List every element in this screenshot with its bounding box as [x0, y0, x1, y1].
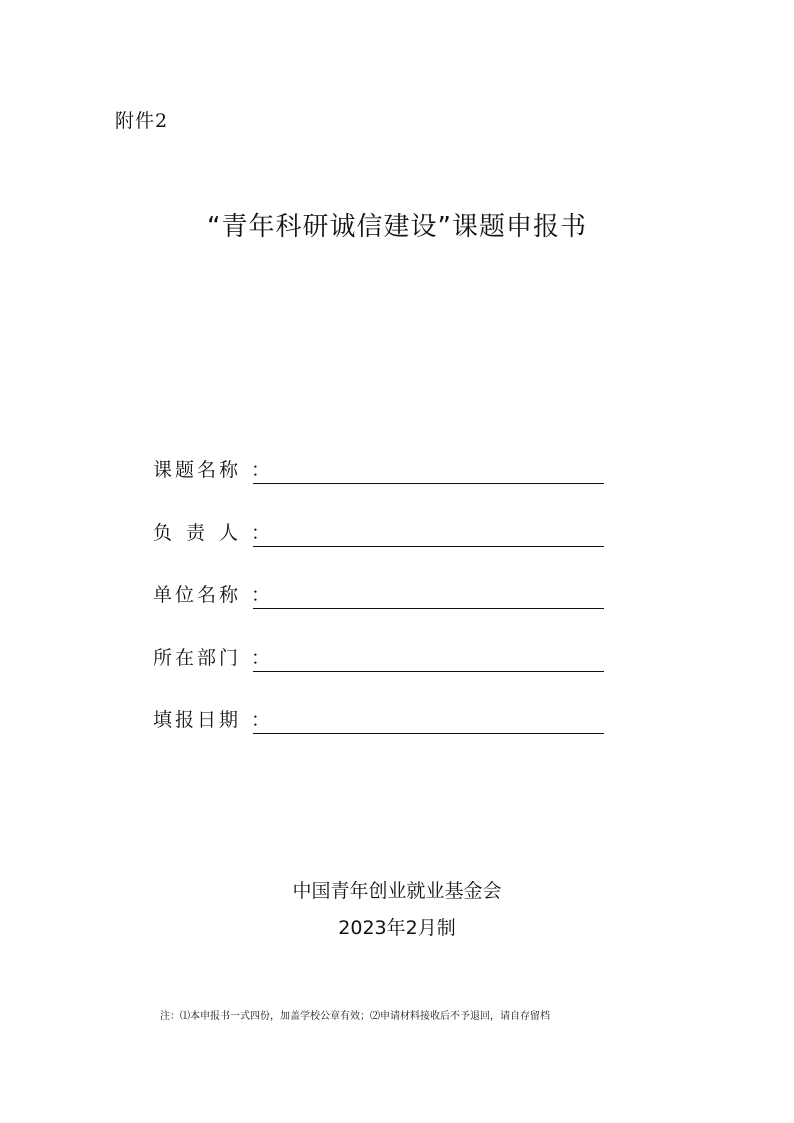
- organization-name: 中国青年创业就业基金会: [292, 880, 502, 902]
- unit-name-field[interactable]: [253, 608, 604, 609]
- attachment-label: 附件2: [115, 110, 169, 132]
- person-in-charge-colon: ：: [251, 521, 271, 544]
- document-title: “青年科研诚信建设”课题申报书: [207, 212, 587, 242]
- form-row-department: [153, 644, 613, 707]
- application-form: [153, 456, 613, 769]
- footnote: 注：⑴本申报书一式四份，加盖学校公章有效；⑵申请材料接收后不予退回，请自存留档: [160, 1011, 550, 1022]
- form-row-unit-name: [153, 581, 613, 644]
- person-in-charge-label: 负责人: [153, 521, 253, 544]
- form-row-topic-name: [153, 456, 613, 519]
- department-colon: ：: [251, 646, 271, 669]
- unit-name-label: 单位名称: [153, 584, 242, 606]
- topic-name-colon: ：: [251, 459, 271, 481]
- department-label: 所在部门: [153, 646, 242, 669]
- issue-date: 2023年2月制: [338, 917, 456, 939]
- topic-name-label: 课题名称: [153, 459, 242, 481]
- form-row-person-in-charge: [153, 519, 613, 582]
- form-row-fill-date: [153, 706, 613, 769]
- topic-name-field[interactable]: [253, 483, 604, 484]
- person-in-charge-field[interactable]: [253, 546, 604, 547]
- unit-name-colon: ：: [251, 584, 271, 606]
- fill-date-label: 填报日期: [153, 709, 242, 731]
- department-field[interactable]: [253, 671, 604, 672]
- fill-date-field[interactable]: [253, 733, 604, 734]
- fill-date-colon: ：: [251, 709, 271, 731]
